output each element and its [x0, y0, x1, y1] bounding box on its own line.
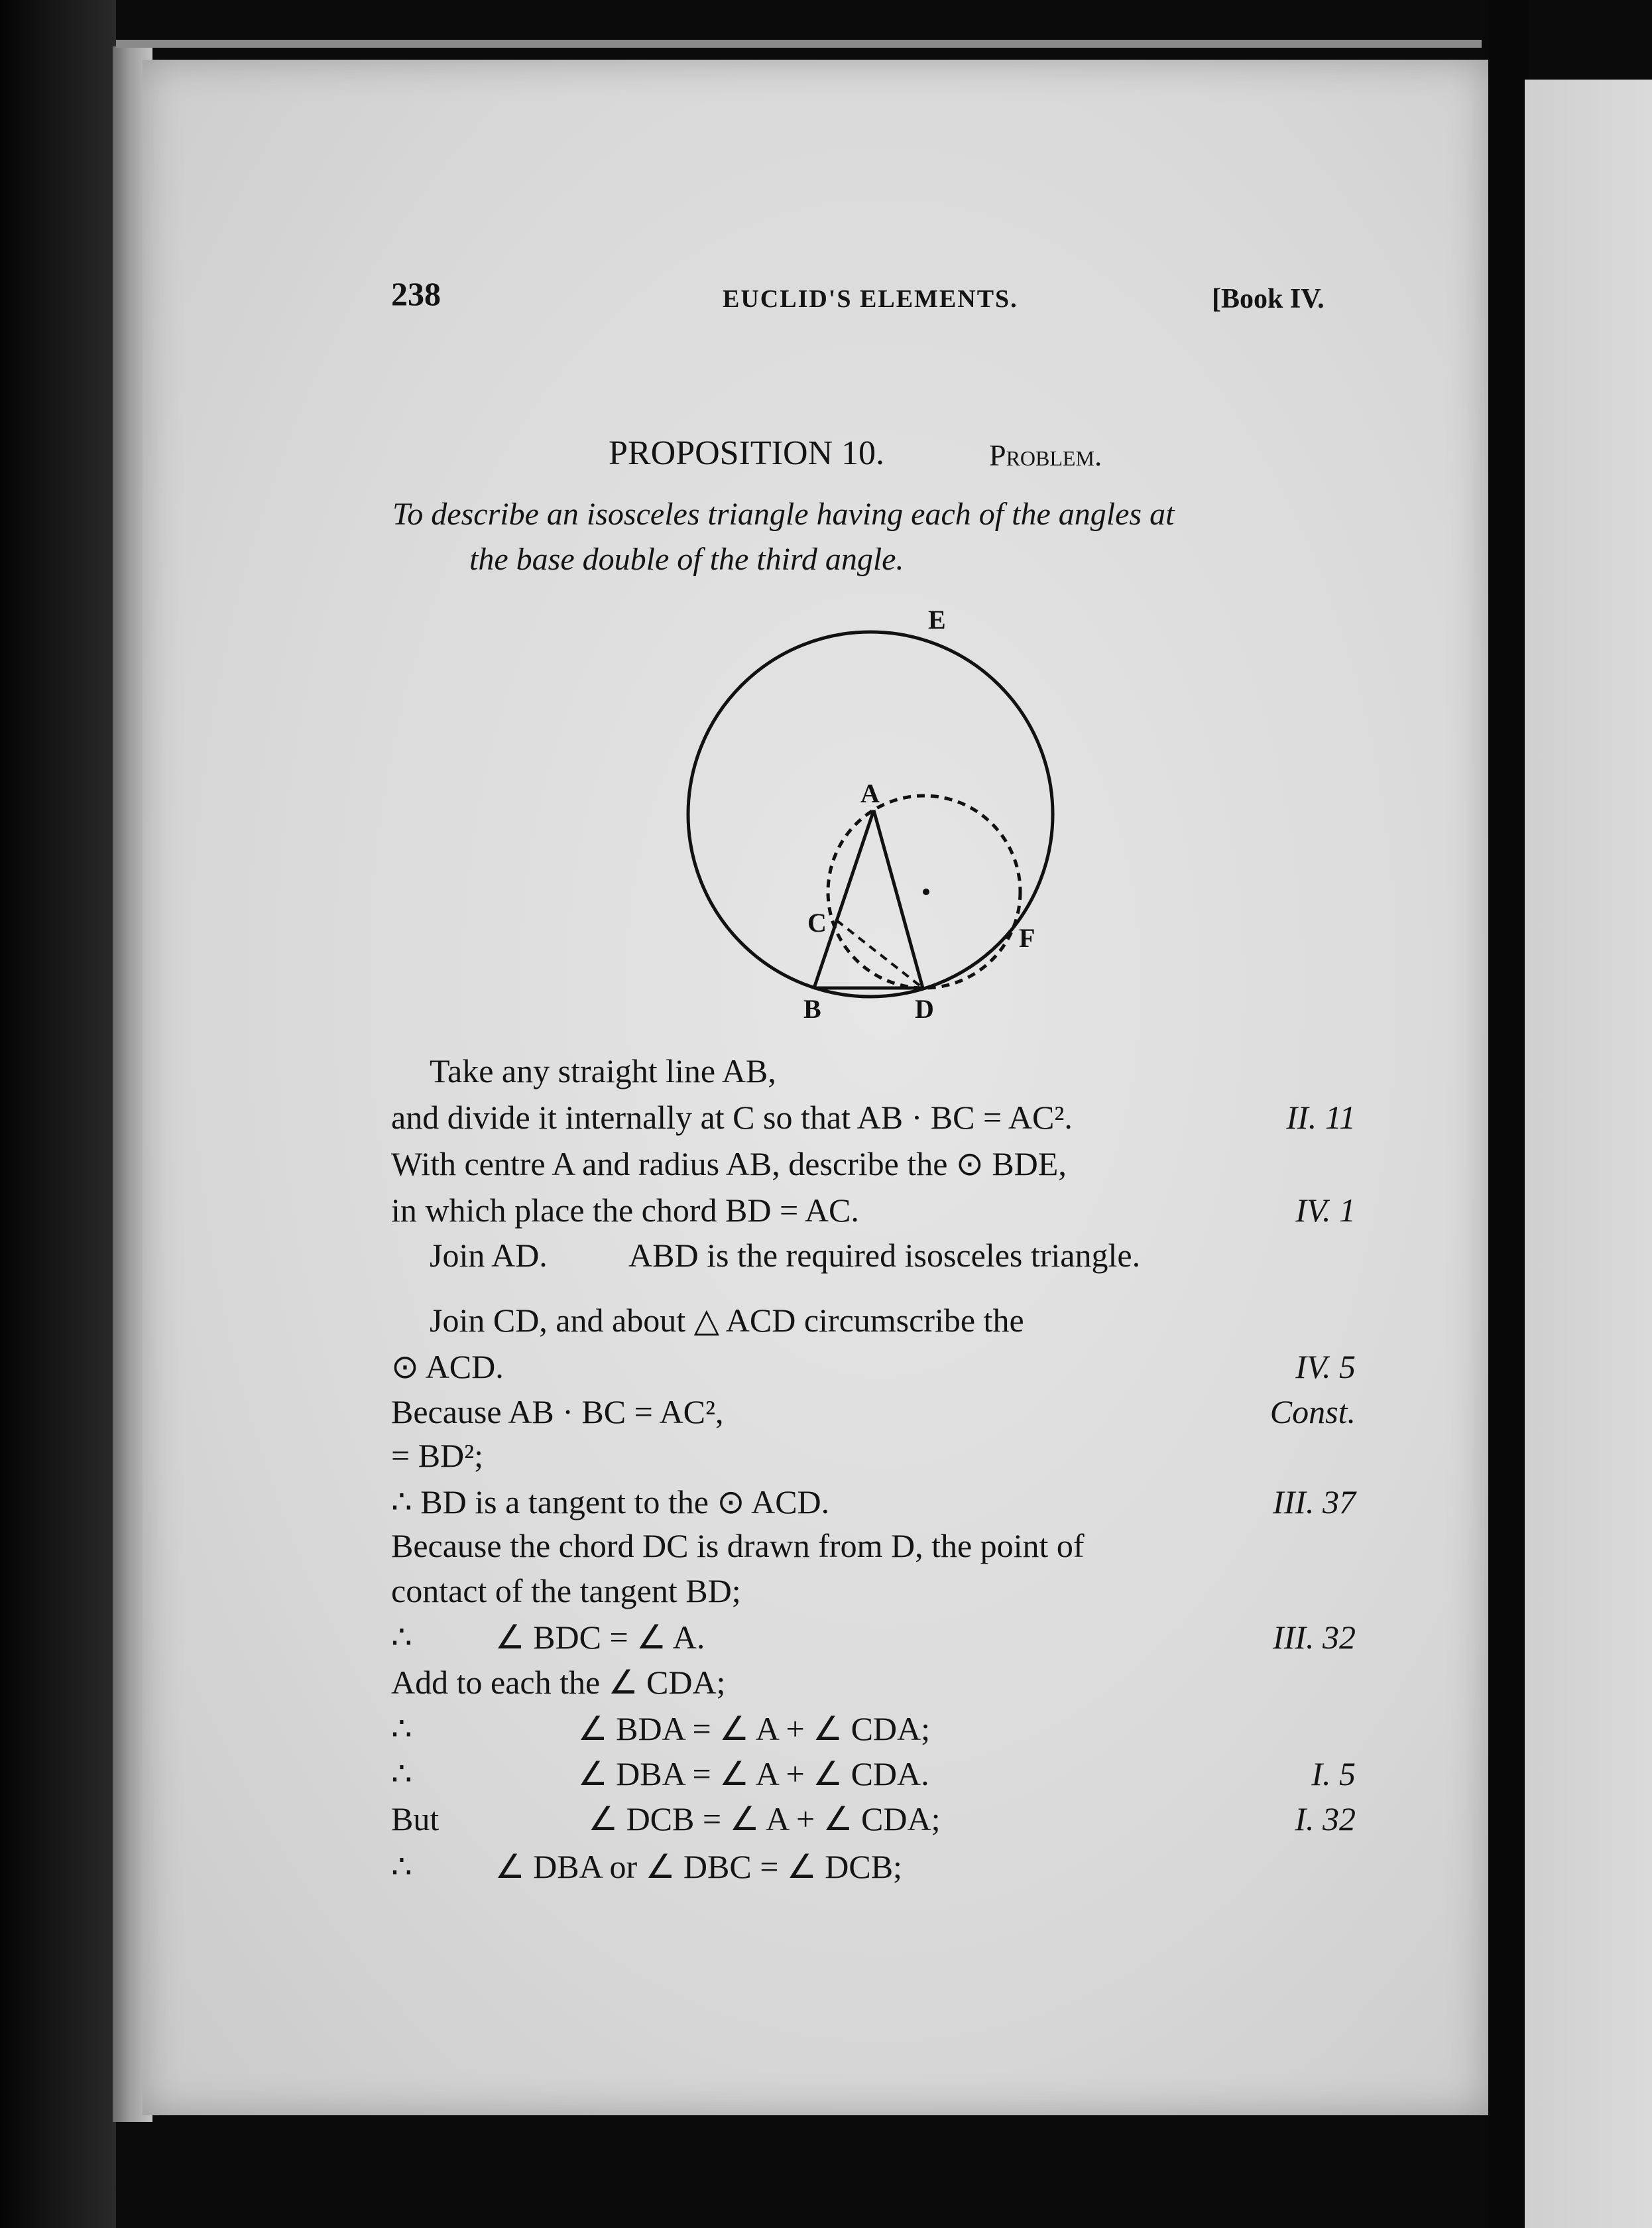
proof-line: and divide it internally at C so that AB · BC = AC².	[391, 1099, 1073, 1136]
proof-line: Because AB · BC = AC²,	[391, 1393, 724, 1430]
proof-line: Take any straight line AB,	[430, 1052, 776, 1089]
proof-reference: IV. 5	[1295, 1348, 1356, 1385]
circle-bde	[688, 632, 1053, 997]
proof-line: Join AD. ABD is the required isosceles triangle.	[430, 1237, 1141, 1274]
proposition-title: PROPOSITION 10.	[609, 434, 885, 472]
proof-line: contact of the tangent BD;	[391, 1572, 741, 1609]
label-a: A	[860, 778, 880, 808]
proof-line: With centre A and radius AB, describe the ⊙ BDE,	[391, 1145, 1067, 1182]
proof-line: Join CD, and about △ ACD circumscribe the	[430, 1302, 1024, 1339]
label-c: C	[807, 908, 827, 938]
proof-line: Because the chord DC is drawn from D, the point of	[391, 1527, 1085, 1564]
label-e: E	[928, 605, 946, 635]
enunciation-line-1: To describe an isosceles triangle having each of the angles at	[392, 497, 1175, 532]
proof-reference: Const.	[1269, 1393, 1356, 1430]
page-number: 238	[391, 275, 441, 312]
proof-reference: III. 37	[1273, 1483, 1356, 1520]
proof-line: ∴ ∠ DBA = ∠ A + ∠ CDA.	[391, 1755, 929, 1792]
proof-line: ∴ ∠ DBA or ∠ DBC = ∠ DCB;	[391, 1848, 902, 1885]
proof-line: ∴ ∠ BDC = ∠ A.	[391, 1619, 705, 1656]
centre-dot	[923, 889, 929, 895]
label-f: F	[1019, 923, 1035, 953]
proof-line: But ∠ DCB = ∠ A + ∠ CDA;	[391, 1800, 941, 1837]
proof-reference: II. 11	[1286, 1099, 1356, 1136]
proof-line: ∴ ∠ BDA = ∠ A + ∠ CDA;	[391, 1710, 931, 1747]
proposition-kind: Problem.	[989, 438, 1102, 472]
segment-ab	[814, 810, 874, 988]
proof-line: ⊙ ACD.	[391, 1348, 504, 1385]
label-d: D	[915, 994, 934, 1024]
proof-line: ∴ BD is a tangent to the ⊙ ACD.	[391, 1483, 830, 1520]
segment-ad	[874, 810, 923, 988]
enunciation-line-2: the base double of the third angle.	[469, 542, 904, 577]
book-marker: [Book IV.	[1212, 284, 1325, 314]
proof-line: Add to each the ∠ CDA;	[391, 1664, 726, 1701]
proof-reference: III. 32	[1273, 1619, 1356, 1656]
proof-reference: I. 32	[1295, 1800, 1356, 1837]
proof-line: in which place the chord BD = AC.	[391, 1192, 859, 1229]
proof-reference: IV. 1	[1295, 1192, 1356, 1229]
running-title: EUCLID'S ELEMENTS.	[723, 285, 1018, 313]
proof-reference: I. 5	[1311, 1755, 1356, 1792]
proof-line: = BD²;	[391, 1437, 484, 1474]
label-b: B	[803, 994, 821, 1024]
